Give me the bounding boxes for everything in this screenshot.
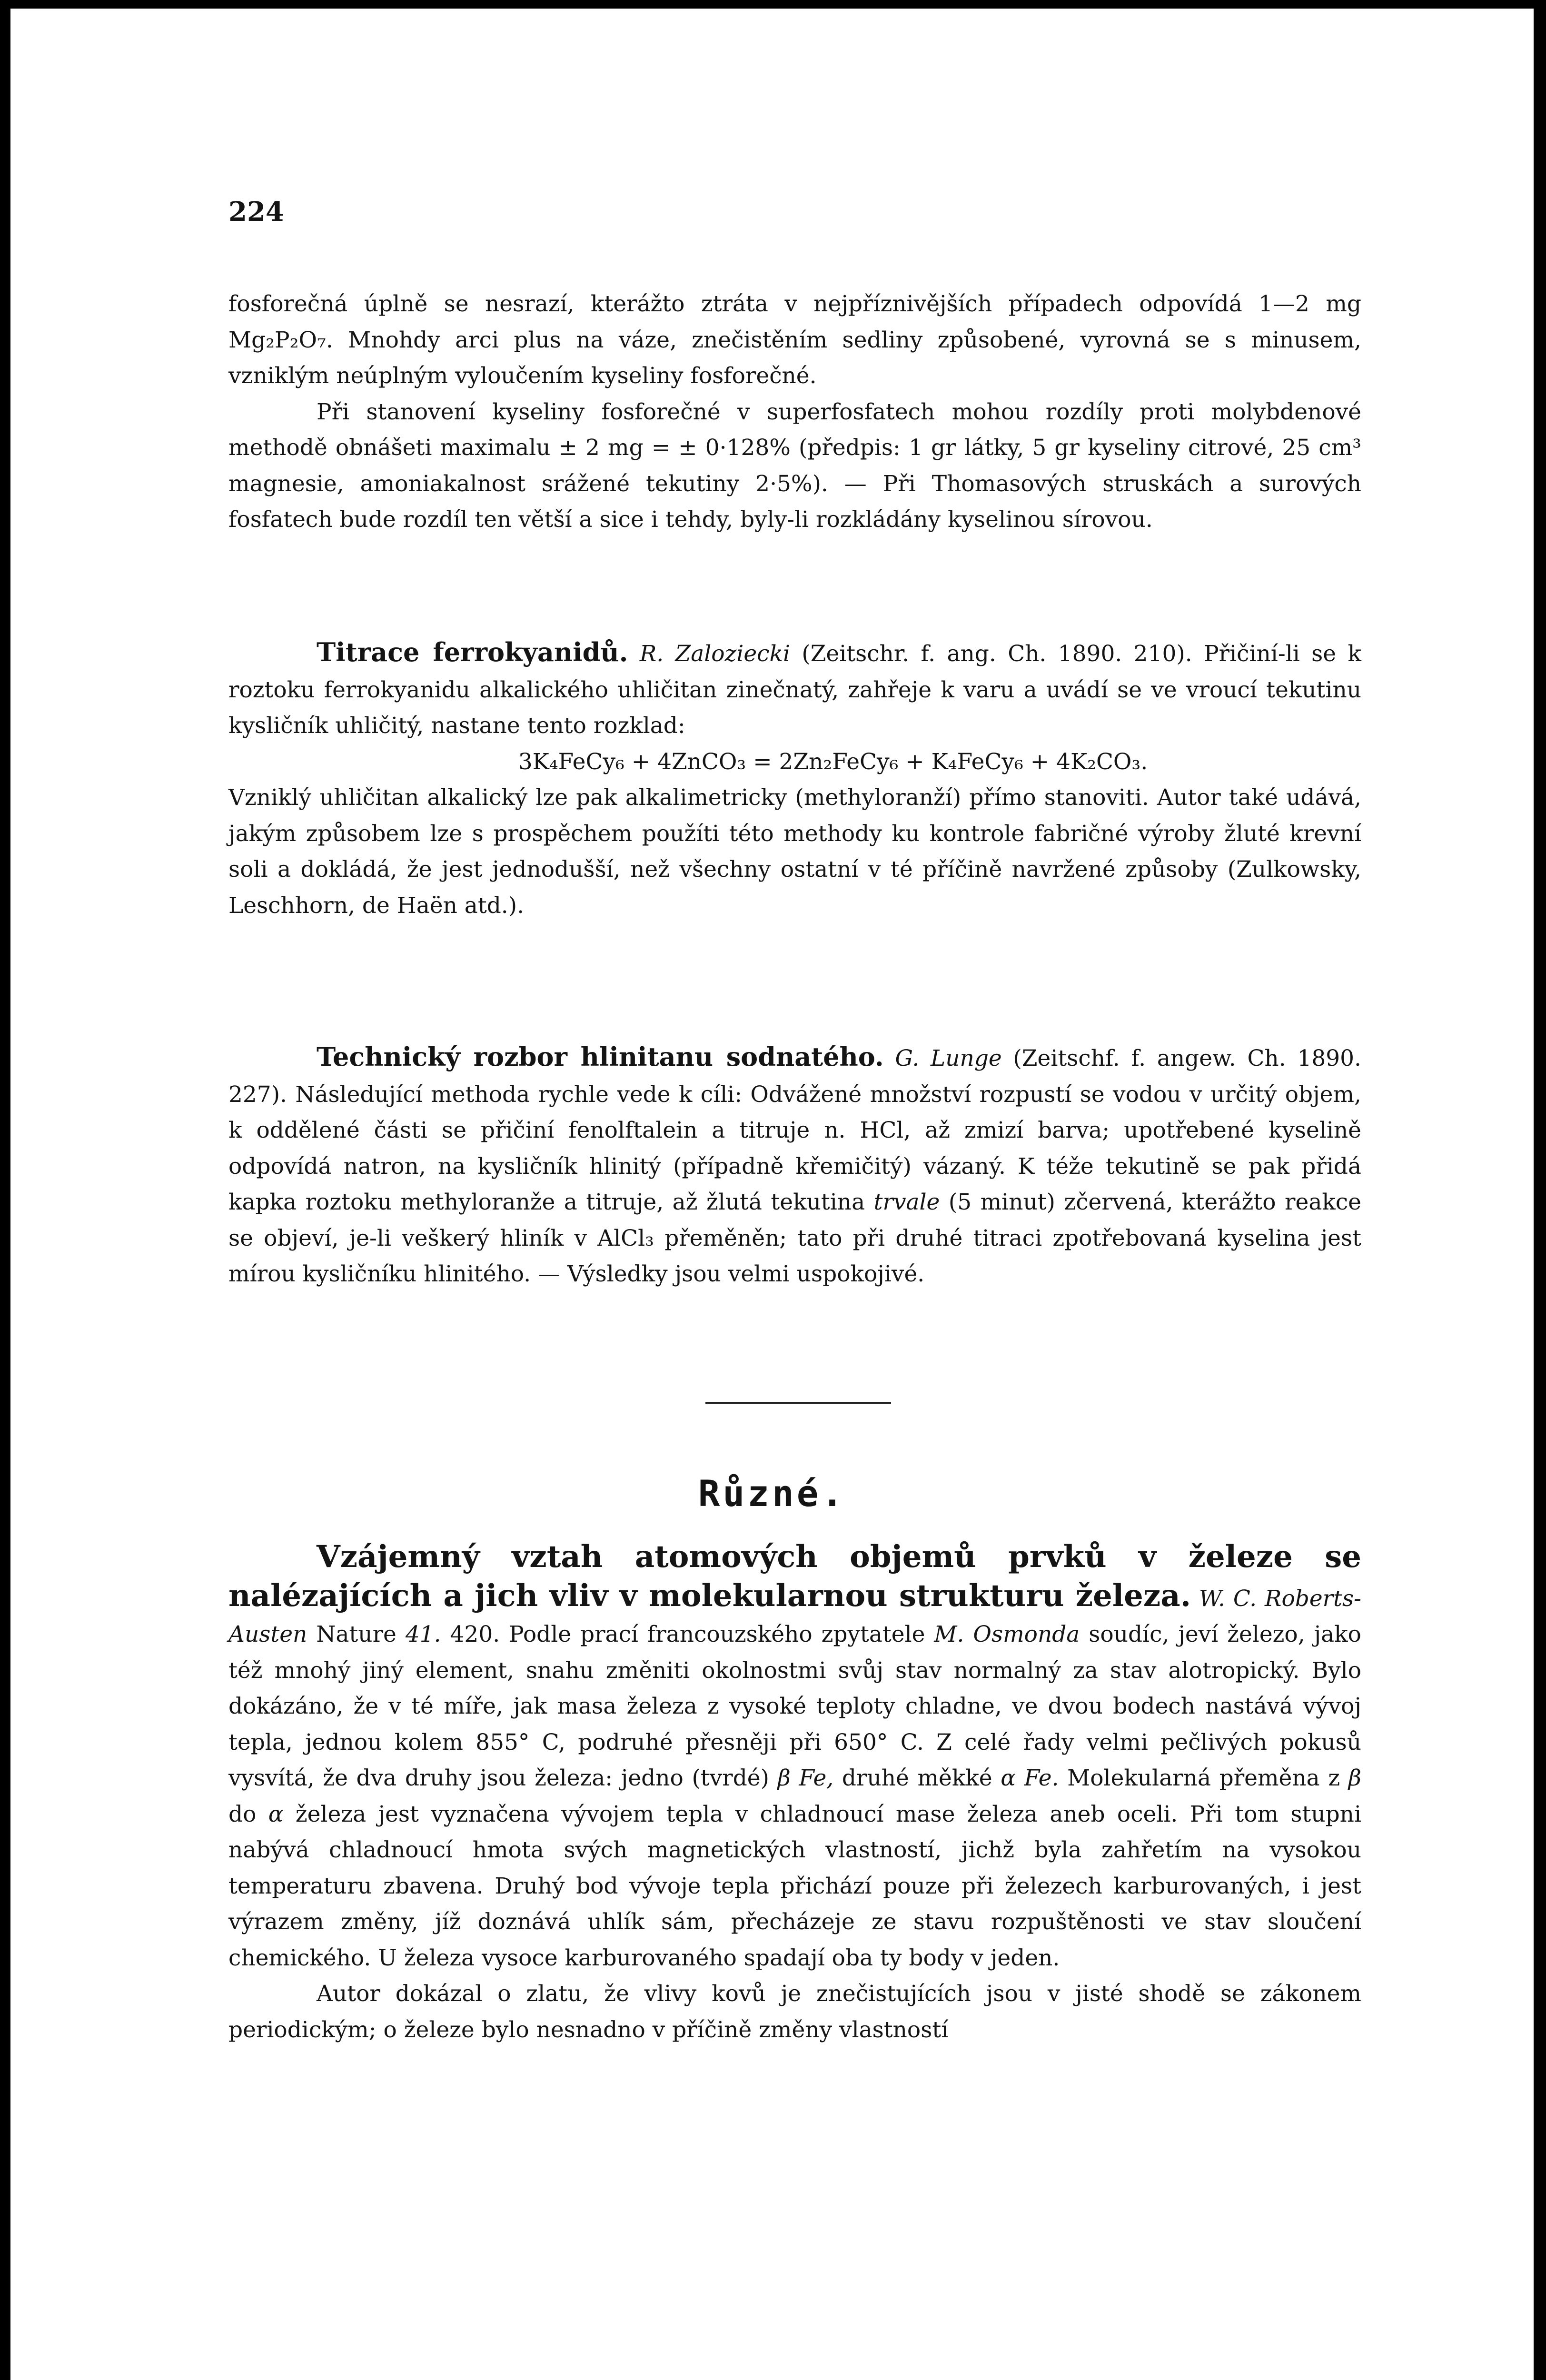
article-author: R. Zaloziecki xyxy=(639,641,790,667)
page-number: 224 xyxy=(228,196,284,228)
gold-paragraph: Autor dokázal o zlatu, že vlivy kovů je znečistujících jsou v jisté shodě se zákonem periodickým; o železe bylo nesnadno v příčině změny vlastností xyxy=(228,1981,1361,2043)
article-volume: 41. xyxy=(405,1621,441,1647)
article-body: (5 minut) zčervená, kterážto reakce se objeví, je-li veškerý hliník v AlCl₃ přeměněn; tato při druhé titraci zpotřebovaná kyselina jest mírou kysličníku hlinitého. — Výsledky jsou velmi uspokojivé. xyxy=(228,1189,1361,1287)
article-aluminate xyxy=(228,1039,1361,1292)
article-heading: Technický rozbor hlinitanu sodnatého. xyxy=(317,1041,884,1072)
article-source: Nature xyxy=(316,1621,396,1647)
emphasis-text: trvale xyxy=(873,1189,940,1215)
article-body: druhé měkké xyxy=(842,1765,992,1791)
symbol-beta-fe: β Fe, xyxy=(777,1765,834,1791)
article-body: Molekularná přeměna z xyxy=(1067,1765,1340,1791)
article-body-continued: Vzniklý uhličitan alkalický lze pak alkalimetricky (methyloranží) přímo stanoviti. Autor také udává, jakým způsobem lze s prospěchem použíti této methody ku kontrole fabričné výroby žluté krevní soli a dokládá, že jest jednodušší, než všechny ostatní v té příčině navržené způsoby (Zulkowsky, Leschhorn, de Haën atd.). xyxy=(228,784,1361,919)
article-ferrocyanide xyxy=(228,635,1361,923)
article-body: soudíc, jeví železo, jako též mnohý jiný element, snahu změniti okolnostmi svůj stav normalný za stav alotropický. Bylo dokázáno, že v té míře, jak masa železa z vysoké teploty chladne, ve dvou bodech nastává vývoj tepla, jednou kolem 855° C, podruhé přesněji při 650° C. Z celé řady velmi pečlivých pokusů vysvítá, že dva druhy jsou železa: jedno (tvrdé) xyxy=(228,1621,1361,1791)
article-body: 420. Podle prací francouzského zpytatele xyxy=(450,1621,925,1647)
phosphoric-acid-paragraph: Při stanovení kyseliny fosforečné v superfosfatech mohou rozdíly proti molybdenové methodě obnášeti maximalu ± 2 mg = ± 0·128% (předpis: 1 gr látky, 5 gr kyseliny citrové, 25 cm³ magnesie, amoniakalnost srážené tekutiny 2·5%). — Při Thomasových struskách a surových fosfatech bude rozdíl ten větší a sice i tehdy, byly-li rozkládány kyselinou sírovou. xyxy=(228,398,1361,533)
article-ferrocyanide-paragraph xyxy=(228,635,1361,744)
symbol-alpha-fe: α Fe. xyxy=(1001,1765,1059,1791)
article-aluminate-paragraph xyxy=(228,1039,1361,1292)
article-author: W. C. Roberts-Austen xyxy=(228,1585,1361,1647)
section-divider xyxy=(705,1402,891,1404)
article-body: železa jest vyznačena vývojem tepla v chladnoucí mase železa aneb oceli. Při tom stupni nabývá chladnoucí hmota svých magnetických vlastností, jichž byla zahřetím na vysokou temperaturu zbavena. Druhý bod vývoje tepla přichází pouze při železech karburovaných, i jest výrazem změny, jíž doznává uhlík sám, přecházeje ze stavu rozpuštěnosti ve stav sloučení chemického. U železa vysoce karburovaného spadají oba ty body v jeden. xyxy=(228,1801,1361,1971)
intro-section xyxy=(228,286,1361,538)
article-iron xyxy=(228,1539,1361,2048)
chemical-equation: 3K₄FeCy₆ + 4ZnCO₃ = 2Zn₂FeCy₆ + K₄FeCy₆ + 4K₂CO₃. xyxy=(518,748,1148,775)
article-heading: Titrace ferrokyanidů. xyxy=(317,637,628,667)
article-author: G. Lunge xyxy=(895,1045,1002,1071)
section-title: Různé. xyxy=(698,1472,846,1515)
article-heading: Vzájemný vztah atomových objemů prvků v železe se nalézajících a jich vliv v molekularnou strukturu železa. xyxy=(228,1539,1361,1614)
article-body: Přičiní-li se k roztoku ferrokyanidu alkalického uhličitan zinečnatý, zahřeje k varu a uvádí se ve vroucí tekutinu kysličník uhličitý, nastane tento rozklad: xyxy=(228,641,1361,739)
symbol-alpha: α xyxy=(268,1801,284,1827)
person-name: M. Osmonda xyxy=(934,1621,1080,1647)
article-iron-paragraph xyxy=(228,1539,1361,1976)
continuation-paragraph: fosforečná úplně se nesrazí, kterážto ztráta v nejpříznivějších případech odpovídá 1—2 mg Mg₂P₂O₇. Mnohdy arci plus na váze, znečistěním sedliny způsobené, vyrovná se s minusem, vzniklým neúplným vyloučením kyseliny fosforečné. xyxy=(228,291,1361,389)
article-body: do xyxy=(228,1801,257,1827)
book-page xyxy=(10,9,1534,2380)
article-source: (Zeitschr. f. ang. Ch. 1890. 210). xyxy=(802,641,1192,667)
article-source: (Zeitschf. f. angew. Ch. 1890. 227). xyxy=(228,1045,1361,1108)
article-body: Následující methoda rychle vede k cíli: Odvážené množství rozpustí se vodou v určitý objem, k oddělené části se přičiní fenolftalein a titruje n. HCl, až zmizí barva; upotřebené kyselině odpovídá natron, na kysličník hlinitý (případně křemičitý) vázaný. K téže tekutině se pak přidá kapka roztoku methyloranže a titruje, až žlutá tekutina xyxy=(228,1081,1361,1215)
symbol-beta: β xyxy=(1348,1765,1361,1791)
